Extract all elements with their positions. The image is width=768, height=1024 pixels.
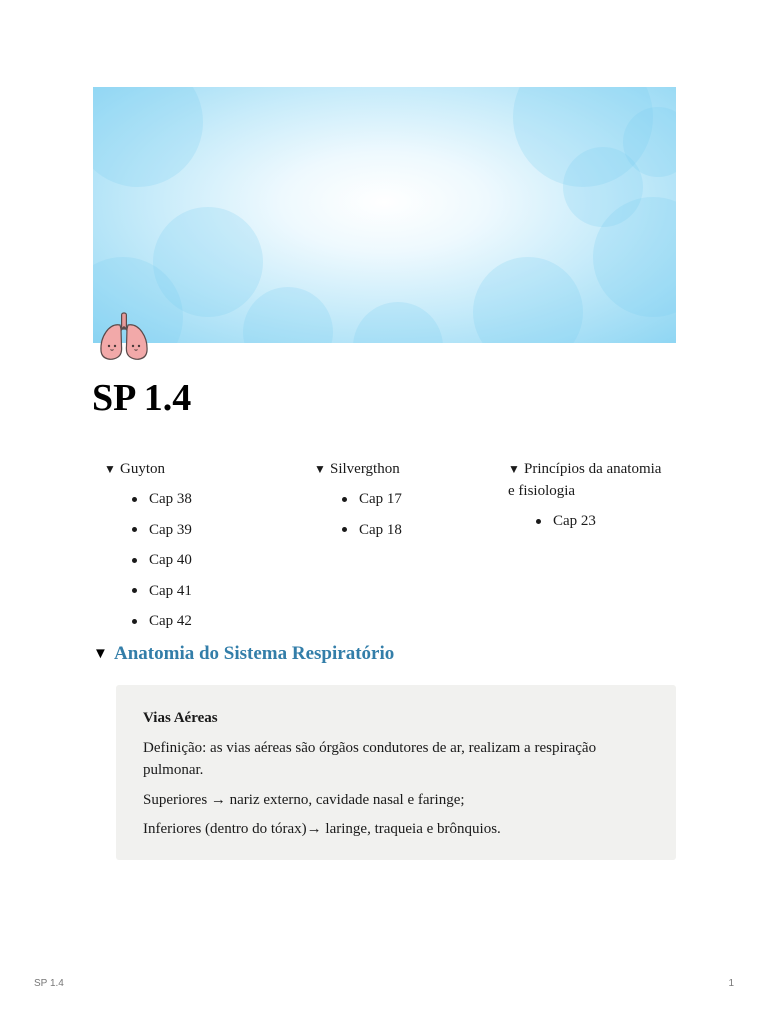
reference-guyton [104,458,192,641]
list-item-text: Cap 39 [149,521,192,538]
toggle-guyton[interactable] [104,458,192,480]
callout-vias-aereas [116,685,676,860]
section-heading: Anatomia do Sistema Respiratório [114,643,395,664]
section-toggle-anatomia[interactable] [93,643,394,665]
cover-image [93,87,676,343]
list-item-text: Cap 38 [149,491,192,507]
list-item [342,519,402,541]
list-item-text: Cap 41 [149,582,192,599]
list-item [132,580,192,602]
list-item-text: Cap 23 [553,513,596,529]
definition-text [143,737,649,781]
list-item [132,610,192,632]
triangle-down-icon[interactable]: ▼ [508,462,520,476]
list-item [342,488,402,510]
definition-line: pulmonar. [143,762,204,778]
toggle-label: Guyton [120,461,165,477]
toggle-label: Silvergthon [330,461,400,477]
bullet-icon [132,588,137,593]
bullet-icon [342,497,347,502]
triangle-down-icon[interactable]: ▼ [314,462,326,476]
superiores-text: Superiores → nariz externo, cavidade nasal e faringe; [143,792,465,808]
page-number: 1 [728,978,734,989]
list-item-text: Cap 42 [149,613,192,630]
lungs-icon [96,310,152,366]
bullet-icon [342,527,347,532]
bullet-icon [132,558,137,563]
callout-title: Vias Aéreas [143,710,218,726]
footer-title: SP 1.4 [34,978,64,989]
page-title: SP 1.4 [92,377,192,419]
bullet-icon [132,619,137,624]
list-item-text: Cap 17 [359,491,402,507]
bullet-icon [132,497,137,502]
definition-line: Definição: as vias aéreas são órgãos condutores de ar, realizam a respiração [143,740,597,756]
reference-principios [508,458,676,541]
list-item [132,519,192,541]
list-item [536,510,676,532]
list-item [132,488,192,510]
toggle-silvergthon[interactable] [314,458,402,480]
reference-silvergthon [314,458,402,549]
triangle-down-icon[interactable]: ▼ [93,646,108,662]
triangle-down-icon[interactable]: ▼ [104,462,116,476]
toggle-label: Princípios da anatomia [524,461,662,477]
bullet-icon [536,519,541,524]
list-item-text: Cap 40 [149,552,192,569]
toggle-principios[interactable] [508,458,676,480]
list-item-text: Cap 18 [359,521,402,538]
inferiores-text: Inferiores (dentro do tórax)→ laringe, traqueia e brônquios. [143,821,501,837]
list-item [132,549,192,571]
toggle-label-continued: e fisiologia [508,483,576,499]
bullet-icon [132,527,137,532]
